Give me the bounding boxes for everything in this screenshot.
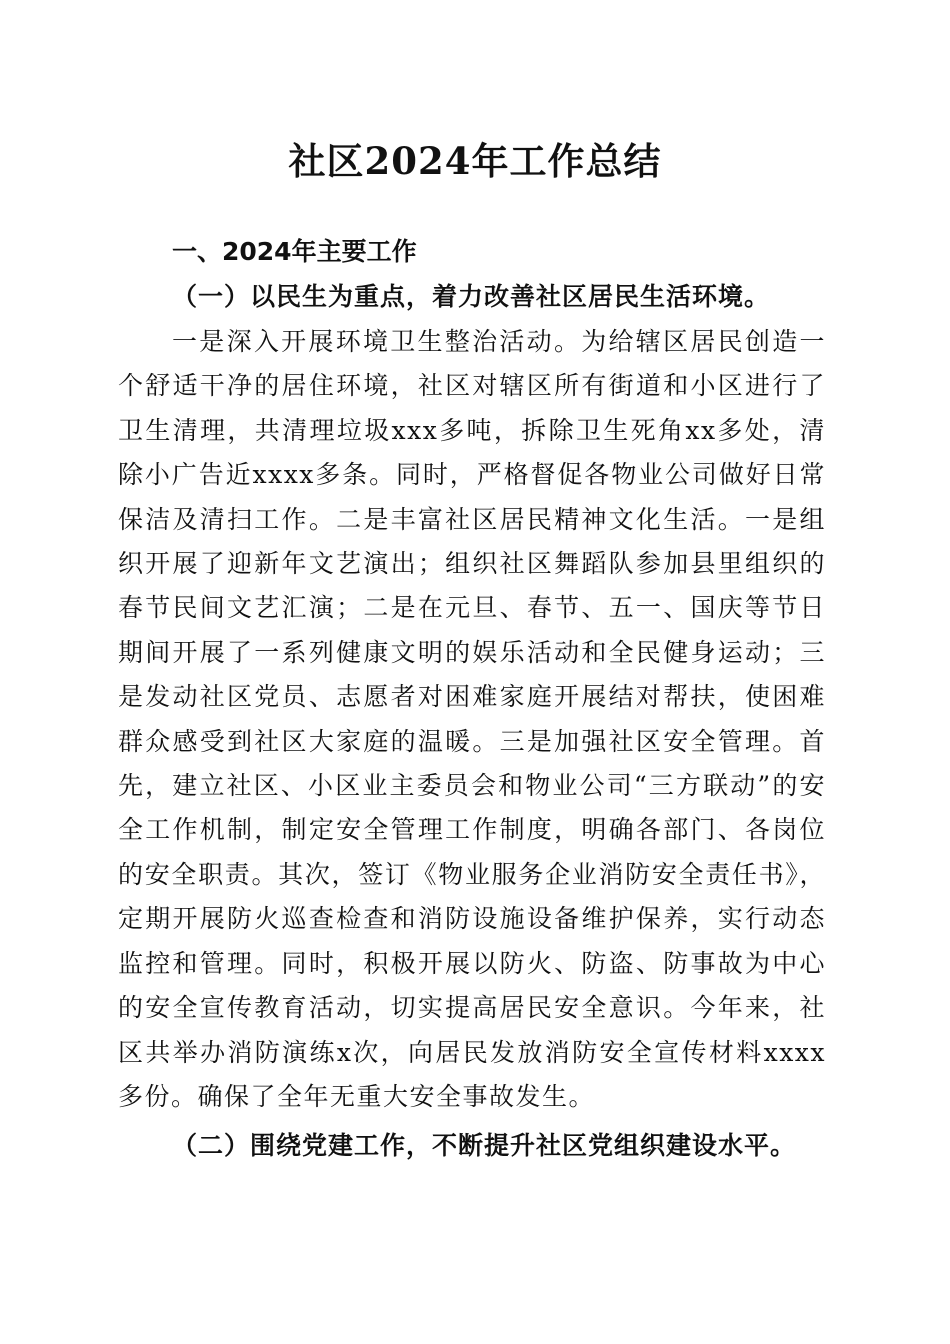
- paragraph-livelihood-body: 一是深入开展环境卫生整治活动。为给辖区居民创造一个舒适干净的居住环境，社区对辖区所有街道和小区进行了卫生清理，共清理垃圾xxx多吨，拆除卫生死角xx多处，清除小广告近xxxx多条。同时，严格督促各物业公司做好日常保洁及清扫工作。二是丰富社区居民精神文化生活。一是组织开展了迎新年文艺演出；组织社区舞蹈队参加县里组织的春节民间文艺汇演；二是在元旦、春节、五一、国庆等节日期间开展了一系列健康文明的娱乐活动和全民健身运动；三是发动社区党员、志愿者对困难家庭开展结对帮扶，使困难群众感受到社区大家庭的温暖。三是加强社区安全管理。首先，建立社区、小区业主委员会和物业公司“三方联动”的安全工作机制，制定安全管理工作制度，明确各部门、各岗位的安全职责。其次，签订《物业服务企业消防安全责任书》，定期开展防火巡查检查和消防设施设备维护保养，实行动态监控和管理。同时，积极开展以防火、防盗、防事故为中心的安全宣传教育活动，切实提高居民安全意识。今年来，社区共举办消防演练x次，向居民发放消防安全宣传材料xxxx多份。确保了全年无重大安全事故发生。: [118, 327, 826, 1111]
- subsection-heading-livelihood: （一）以民生为重点，着力改善社区居民生活环境。: [172, 282, 771, 311]
- subsection-heading-party-building: （二）围绕党建工作，不断提升社区党组织建设水平。: [172, 1131, 797, 1160]
- section-heading-main-work: 一、2024年主要工作: [172, 237, 417, 266]
- document-title: 社区2024年工作总结: [288, 139, 662, 183]
